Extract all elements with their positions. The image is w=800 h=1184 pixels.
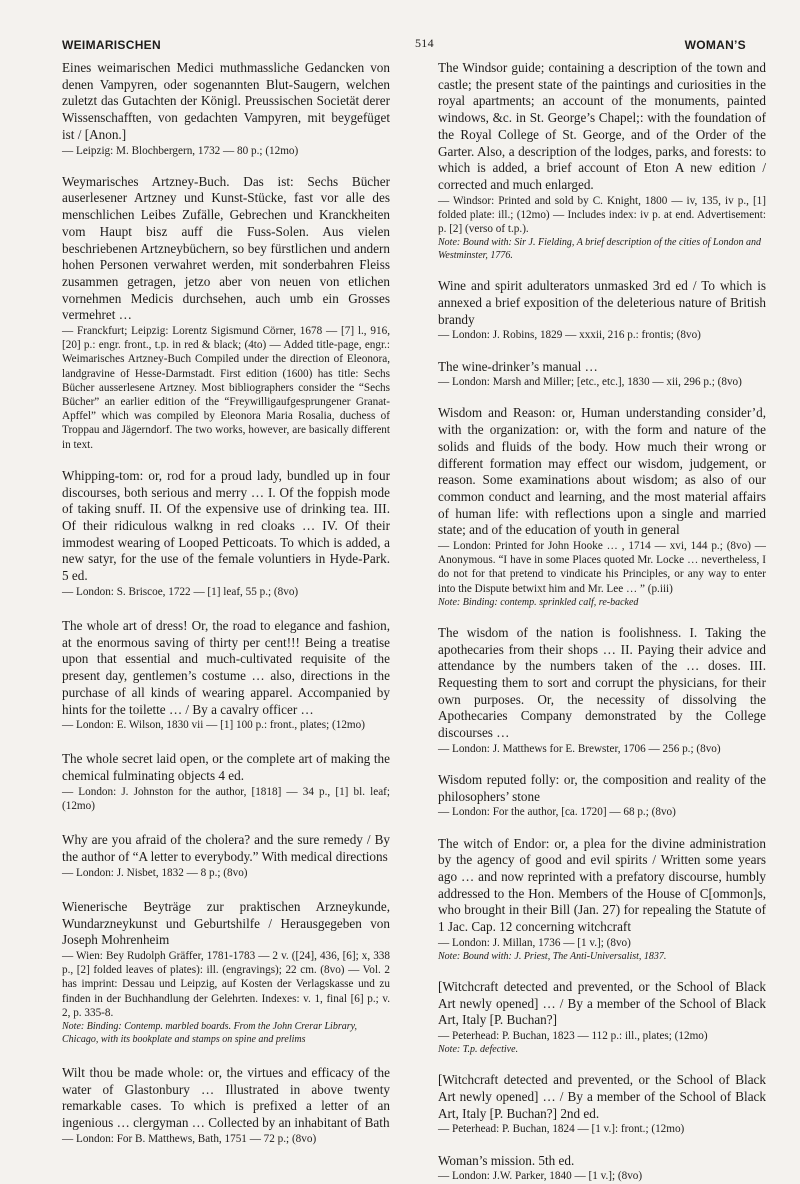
entry-title: Why are you afraid of the cholera? and the sure remedy / By the author of “A letter to everybody.” With medical directions xyxy=(62,832,390,864)
entry-imprint: — Windsor: Printed and sold by C. Knight, 1800 — iv, 135, iv p., [1] folded plate: ill.; (12mo) — Includes index: iv p. at end. Advertisement: p. [2] (verso of t.p.). xyxy=(438,194,766,236)
catalog-entry xyxy=(438,836,766,963)
running-header xyxy=(62,30,746,56)
catalog-entry xyxy=(62,174,390,452)
entry-title: Woman’s mission. 5th ed. xyxy=(438,1152,575,1168)
header-right-catchword: WOMAN’S xyxy=(684,38,746,52)
entry-title: [Witchcraft detected and prevented, or the School of Black Art newly opened] … / By a member of the School of Black Art, Italy [P. Buchan?] 2nd ed. xyxy=(438,1072,766,1121)
entry-note: Note: Binding: contemp. sprinkled calf, re-backed xyxy=(438,596,639,608)
catalog-entry xyxy=(62,832,390,880)
entry-title: The whole art of dress! Or, the road to elegance and fashion, at the enormous saving of thirty per cent!!! Being a treatise upon that essential and much-cultivated requisite of the present day, gentlemen’s costume … also, directions in the purchase of all kinds of wearing apparel. Accompanied by hints for the toilette … / By a cavalry officer … xyxy=(62,618,390,717)
catalog-entry xyxy=(438,625,766,756)
catalog-entry xyxy=(62,751,390,813)
entry-imprint: — London: For the author, [ca. 1720] — 68 p.; (8vo) xyxy=(438,806,676,819)
entry-imprint: — London: E. Wilson, 1830 vii — [1] 100 p.: front., plates; (12mo) xyxy=(62,719,365,732)
entry-imprint: — Leipzig: M. Blochbergern, 1732 — 80 p.; (12mo) xyxy=(62,144,299,157)
right-column xyxy=(438,60,766,1184)
entry-title: The whole secret laid open, or the complete art of making the chemical fulminating objects 4 ed. xyxy=(62,751,390,784)
entry-title: Wisdom reputed folly: or, the composition and reality of the philosophers’ stone xyxy=(438,772,766,804)
catalog-entry xyxy=(438,1072,766,1136)
entry-imprint: — London: S. Briscoe, 1722 — [1] leaf, 55 p.; (8vo) xyxy=(62,585,299,598)
catalog-entry xyxy=(62,1065,390,1146)
entry-title: The wine-drinker’s manual … xyxy=(438,358,598,374)
entry-title: Wisdom and Reason: or, Human understanding consider’d, with the organization: or, with the form and nature of the solids and fluids of the body. How much their wrong or different formation may effect our wisdom, judgement, or reason. Some examinations about wisdom; as also of our common conduct and learning, and the most material affairs of human life: with reflections upon a single and married state; and of the education of youth in general xyxy=(438,405,766,538)
header-left-catchword: WEIMARISCHEN xyxy=(62,38,161,52)
entry-title: The Windsor guide; containing a description of the town and castle; the present state of the paintings and curiosities in the royal apartments; an account of the monuments, painted windows, &c. in St. George’s Chapel;: with the foundation of the Royal College of St. George, and of the Order of the Garter. Also, a description of the lodges, parks, and forests: to which is added, a brief account of Eton A new edition / corrected and much enlarged. xyxy=(438,60,766,192)
entry-title: Weymarisches Artzney-Buch. Das ist: Sechs Bücher auserlesener Artzney und Kunst-Stücke, fast vor alle des menschlichen Leibes Zufälle, Gebrechen und Kranckheiten vom Haupt bisz auff die Fuss-Solen. Aus vielen beschriebenen Artzneybüchern, so bey fürstlichen und andern hohen Personen verwahret werden, mit sonderbahren Fleiss zusammen getragen, jetzo aber von neuen von etlichen vornehmen Medicis durchsehen, auch umb ein Grosses vermehret … xyxy=(62,173,390,323)
entry-title: The witch of Endor: or, a plea for the divine administration by the agency of good and evil spirits / Written some years ago … and now reprinted with a prefatory discourse, humbly addressed to the Hon. Members of the House of C[ommon]s, who brought in their Bill (Jan. 27) for repealing the Statute of 1 Jac. Cap. 12 concerning witchcraft xyxy=(438,835,766,935)
entry-title: Wilt thou be made whole: or, the virtues and efficacy of the water of Glastonbury … Illustrated in above twenty remarkable cases. To which is prefixed a letter of an ingenious … clergyman … Collected by an inhabitant of Bath xyxy=(62,1064,390,1131)
left-column xyxy=(62,60,390,1146)
entry-imprint: — London: J.W. Parker, 1840 — [1 v.]; (8vo) xyxy=(438,1170,643,1183)
catalog-entry xyxy=(62,468,390,599)
entry-imprint: — London: J. Millan, 1736 — [1 v.]; (8vo) xyxy=(438,936,631,949)
entry-title: Eines weimarischen Medici muthmassliche Gedancken von denen Vampyren, oder sogenannten Blut-Saugern, welchen zuletzt das Gutachten der Königl. Preussischen Societät derer Wissenschafften, von gedachten Vampyren, mit beygefüget ist / [Anon.] xyxy=(62,60,390,142)
entry-imprint: — London: J. Johnston for the author, [1818] — 34 p., [1] bl. leaf; (12mo) xyxy=(62,785,390,813)
catalog-entry xyxy=(62,618,390,732)
entry-imprint: — London: For B. Matthews, Bath, 1751 — 72 p.; (8vo) xyxy=(62,1132,317,1145)
entry-title: Whipping-tom: or, rod for a proud lady, bundled up in four discourses, both serious and merry … I. Of the foppish mode of taking snuff. II. Of the expensive use of drinking tea. III. Of their ridiculous walkng in red cloaks … IV. Of their immodest wearing of Looped Petticoats. To which is added, a new satyr, for the use of the female voluntiers in Hyde-Park. 5 ed. xyxy=(62,467,390,584)
entry-imprint: — Peterhead: P. Buchan, 1824 — [1 v.]: front.; (12mo) xyxy=(438,1123,685,1136)
entry-imprint: — Franckfurt; Leipzig: Lorentz Sigismund Cörner, 1678 — [7] l., 916, [20] p.: engr. front., t.p. in red & black; (4to) — Added title-page, engr.: Weimarisches Artzney-Buch Compiled under the direction of Eleonora, landgravine of Hesse-Darmstadt. First edition (1600) has title: Sechs Bücher ausserlesene Artzney. Most bibliographers consider the “Sechs Bücher” an earlier edition of the “Freywilligaufgesprungener Granat-Apffel” which was compiled by Eleonora Maria Rosalia, duchess of Troppau and Jägerndorf. The two works, however, are basically different in text. xyxy=(62,325,390,451)
entry-note: Note: Binding: Contemp. marbled boards. From the John Crerar Library, Chicago, with its bookplate and stamps on spine and prelims xyxy=(62,1020,357,1045)
entry-title: Wine and spirit adulterators unmasked 3rd ed / To which is annexed a brief exposition of the deleterious nature of British brandy xyxy=(438,278,766,327)
entry-imprint: — London: J. Nisbet, 1832 — 8 p.; (8vo) xyxy=(62,866,248,879)
entry-imprint: — Wien: Bey Rudolph Gräffer, 1781-1783 — 2 v. ([24], 436, [6]; x, 338 p., [2] folded leaves of plates): ill. (engravings); 22 cm. (8vo) — Vol. 2 has imprint: Dessau und Leipzig, auf Kosten der Verlagskasse und zu finden in der Buchhandlung der Gelehrten. Indexes: v. 1, final [6] p.; v. 2, p. 335-8. xyxy=(62,949,390,1019)
entry-imprint: — London: J. Matthews for E. Brewster, 1706 — 256 p.; (8vo) xyxy=(438,742,721,755)
entry-imprint: — London: Marsh and Miller; [etc., etc.], 1830 — xii, 296 p.; (8vo) xyxy=(438,376,742,389)
entry-imprint: — London: Printed for John Hooke … , 1714 — xvi, 144 p.; (8vo) — Anonymous. “I have in some Places quoted Mr. Locke … nevertheless, I do not for that pretend to vindicate his Principles, or any way to enter into the Dispute betwixt him and Mr. Lee … ” (p.iii) xyxy=(438,540,766,595)
entry-title: Wienerische Beyträge zur praktischen Arzneykunde, Wundarzneykunst und Geburtshilfe / Herausgegeben von Joseph Mohrenheim xyxy=(62,898,390,948)
catalog-entry xyxy=(438,278,766,342)
entry-title: [Witchcraft detected and prevented, or the School of Black Art newly opened] … / By a member of the School of Black Art, Italy [P. Buchan?] xyxy=(438,979,766,1028)
catalog-entry xyxy=(438,1153,766,1184)
entry-note: Note: Bound with: J. Priest, The Anti-Universalist, 1837. xyxy=(438,951,667,963)
entry-note: Note: T.p. defective. xyxy=(438,1044,519,1056)
catalog-entry xyxy=(62,60,390,158)
entry-imprint: — London: J. Robins, 1829 — xxxii, 216 p.: frontis; (8vo) xyxy=(438,329,701,342)
catalog-entry xyxy=(438,772,766,820)
catalog-entry xyxy=(438,60,766,262)
catalog-entry xyxy=(438,979,766,1056)
entry-imprint: — Peterhead: P. Buchan, 1823 — 112 p.: ill., plates; (12mo) xyxy=(438,1030,708,1043)
entry-note: Note: Bound with: Sir J. Fielding, A brief description of the cities of London and Westminster, 1776. xyxy=(438,237,761,262)
catalog-entry xyxy=(438,405,766,608)
catalog-entry xyxy=(62,899,390,1046)
page-number: 514 xyxy=(415,36,434,50)
catalog-entry xyxy=(438,359,766,390)
entry-title: The wisdom of the nation is foolishness. I. Taking the apothecaries from their shops … II. Paying their advice and attendance by the numbers taken of the … doses. III. Requesting them to sort and corrupt the physicians, for their own purposes. Or, the necessity of dissolving the Apothecaries Company demonstrated by the College discourses … xyxy=(438,624,766,741)
